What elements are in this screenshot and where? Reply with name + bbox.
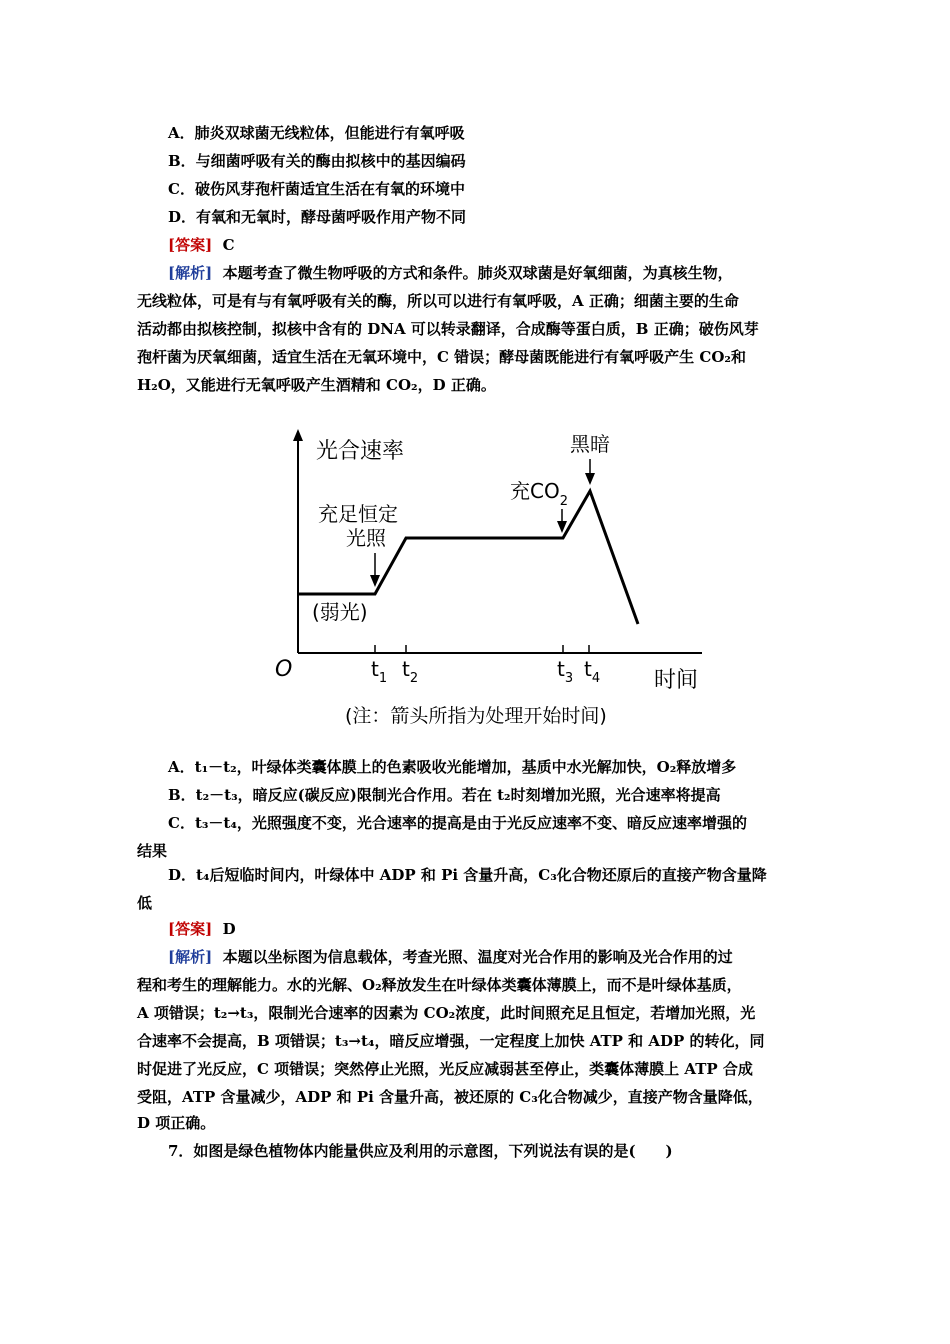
q7-analysis-line-5: 时促进了光反应，C 项错误；突然停止光照，光反应减弱甚至停止，类囊体薄膜上 ATP 合成	[137, 1060, 753, 1078]
q7-analysis-line-2: 程和考生的理解能力。水的光解、O₂释放发生在叶绿体类囊体薄膜上，而不是叶绿体基质，	[137, 976, 742, 994]
analysis-line-4: 孢杆菌为厌氧细菌，适宜生活在无氧环境中，C 错误；酵母菌既能进行有氧呼吸产生 CO₂和	[137, 348, 746, 366]
q7-option-c: C．t₃－t₄，光照强度不变，光合速率的提高是由于光反应速率不变、暗反应速率增强的	[168, 814, 747, 832]
light-label-2: 光照	[346, 526, 386, 550]
q7-analysis-tag: [解析]	[168, 948, 213, 966]
answer-value: C	[222, 236, 235, 254]
tick-label-t2: $t_2$	[402, 657, 419, 686]
light-label-1: 充足恒定	[318, 502, 398, 526]
q7-option-b: B．t₂－t₃，暗反应(碳反应)限制光合作用。若在 t₂时刻增加光照，光合速率将提高	[168, 786, 721, 804]
dark-arrow-head	[585, 473, 595, 485]
q7-answer-value: D	[222, 920, 236, 938]
option-a: A．肺炎双球菌无线粒体，但能进行有氧呼吸	[168, 124, 465, 142]
q7-analysis-text: 本题以坐标图为信息载体，考查光照、温度对光合作用的影响及光合作用的过	[222, 948, 733, 966]
option-c: C．破伤风芽孢杆菌适宜生活在有氧的环境中	[168, 180, 465, 198]
analysis-tag: [解析]	[168, 264, 213, 282]
y-axis-arrow	[293, 429, 303, 441]
next-question: 7．如图是绿色植物体内能量供应及利用的示意图，下列说法有误的是( )	[168, 1142, 673, 1160]
q7-analysis-line-6: 受阻，ATP 含量减少，ADP 和 Pi 含量升高，被还原的 C₃化合物减少，直接产物含量降低，	[137, 1088, 763, 1106]
q7-analysis-line-7: D 项正确。	[137, 1114, 216, 1132]
q7-option-a: A．t₁－t₂，叶绿体类囊体膜上的色素吸收光能增加，基质中水光解加快，O₂释放增多	[168, 758, 737, 776]
analysis-line-3: 活动都由拟核控制，拟核中含有的 DNA 可以转录翻译，合成酶等蛋白质，B 正确；破伤风芽	[137, 320, 759, 338]
q7-answer-tag: [答案]	[168, 920, 213, 938]
graph-note: (注：箭头所指为处理开始时间)	[345, 705, 607, 727]
dark-label: 黑暗	[570, 432, 610, 456]
photosynthesis-rate-graph	[270, 425, 710, 745]
q7-analysis-line-3: A 项错误；t₂→t₃，限制光合速率的因素为 CO₂浓度，此时间照充足且恒定，若增加光照，光	[137, 1004, 756, 1022]
q7-analysis-line-4: 合速率不会提高，B 项错误；t₃→t₄，暗反应增强，一定程度上加快 ATP 和 ADP 的转化，同	[137, 1032, 765, 1050]
y-axis-label: 光合速率	[316, 439, 405, 464]
co2-label: 充$CO_2$	[510, 479, 568, 509]
option-d: D．有氧和无氧时，酵母菌呼吸作用产物不同	[168, 208, 467, 226]
answer-line	[168, 234, 235, 255]
tick-label-t4: $t_4$	[584, 657, 601, 686]
analysis-text: 本题考查了微生物呼吸的方式和条件。肺炎双球菌是好氧细菌，为真核生物，	[222, 264, 733, 282]
q7-answer-line	[168, 918, 236, 939]
q7-option-d-cont: 低	[137, 894, 153, 912]
analysis-line-1	[168, 262, 733, 283]
x-axis-label: 时间	[654, 668, 699, 693]
q7-option-d: D．t₄后短临时间内，叶绿体中 ADP 和 Pi 含量升高，C₃化合物还原后的直接产物含量降	[168, 866, 767, 884]
q7-analysis-line-1	[168, 946, 733, 967]
q7-option-c-cont: 结果	[137, 842, 168, 860]
answer-tag: [答案]	[168, 236, 213, 254]
analysis-line-5: H₂O，又能进行无氧呼吸产生酒精和 CO₂，D 正确。	[137, 376, 496, 394]
tick-label-t1: $t_1$	[371, 657, 388, 686]
option-b: B．与细菌呼吸有关的酶由拟核中的基因编码	[168, 152, 466, 170]
origin-label: O	[275, 657, 293, 682]
analysis-line-2: 无线粒体，可是有与有氧呼吸有关的酶，所以可以进行有氧呼吸，A 正确；细菌主要的生命	[137, 292, 739, 310]
tick-label-t3: $t_3$	[557, 657, 574, 686]
weak-light-label: (弱光)	[312, 600, 368, 624]
